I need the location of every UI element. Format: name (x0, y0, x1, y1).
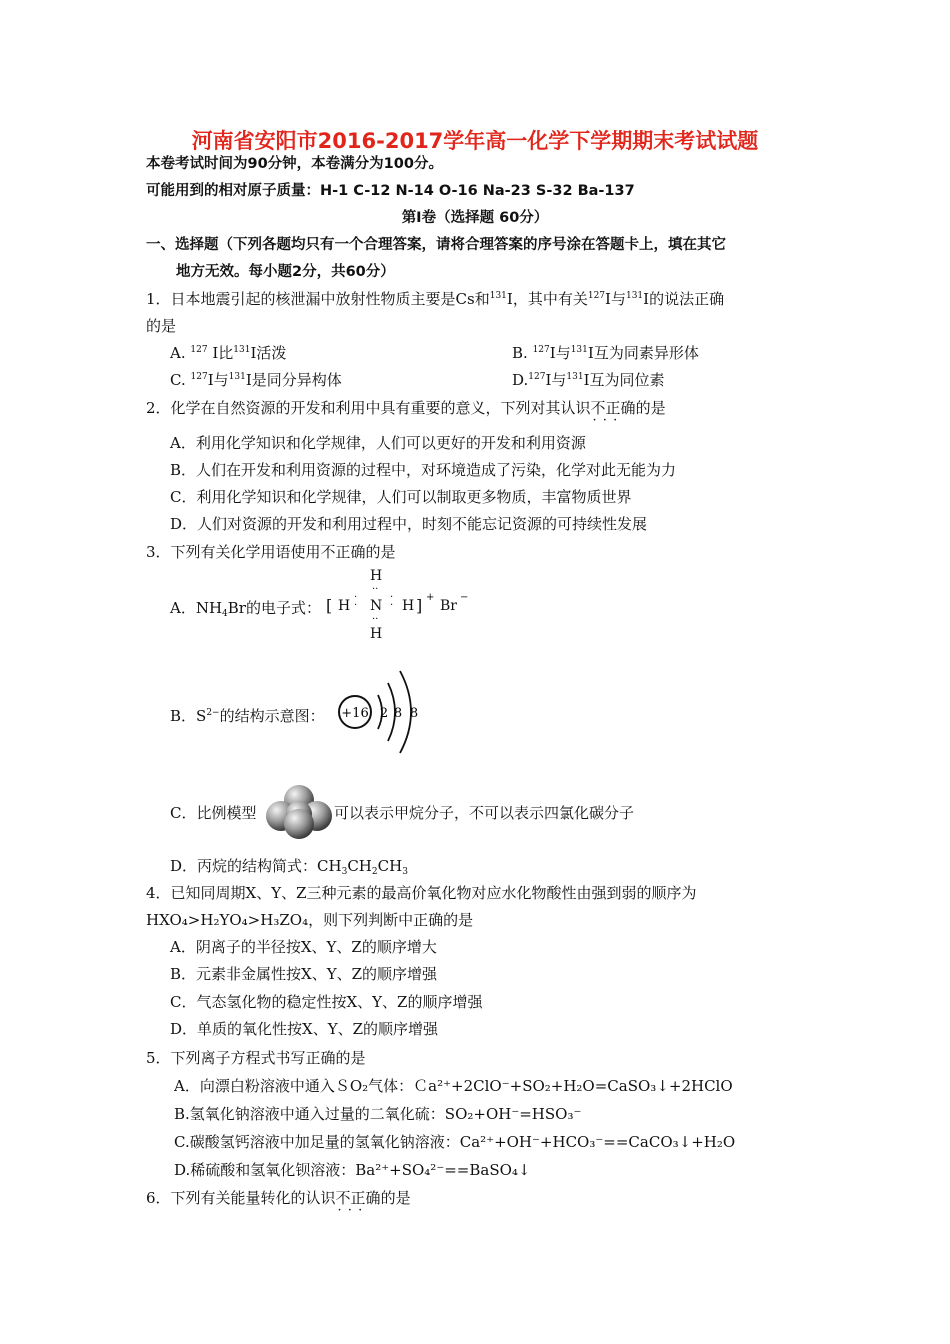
q5-stem: 5．下列离子方程式书写正确的是 (146, 1049, 366, 1067)
q4-option-a: A．阴离子的半径按X、Y、Z的顺序增大 (170, 938, 437, 956)
q3-stem: 3．下列有关化学用语使用不正确的是 (146, 543, 396, 561)
q4-option-c: C．气态氢化物的稳定性按X、Y、Z的顺序增强 (170, 993, 483, 1011)
page-title: 河南省安阳市2016-2017学年高一化学下学期期末考试试题 (191, 129, 759, 153)
sulfide-ion-structure-diagram (330, 655, 440, 765)
section1-instructions-line2: 地方无效。每小题2分，共60分） (176, 264, 395, 280)
q3-option-d: D．丙烷的结构简式：$CH_3CH_2CH_3$ (170, 857, 408, 877)
section1-instructions-line1: 一、选择题（下列各题均只有一个合理答案，请将合理答案的序号涂在答题卡上，填在其它 (146, 237, 726, 253)
formula-h-left: H (338, 598, 351, 614)
q4-option-b: B．元素非金属性按X、Y、Z的顺序增强 (170, 965, 438, 983)
formula-n: N (370, 598, 383, 614)
shell1-electrons: 2 (379, 706, 389, 721)
formula-br: Br (440, 598, 457, 614)
space-filling-model-image (264, 783, 334, 839)
formula-dots-left: · · (354, 592, 358, 611)
q5-option-b: B.氢氧化钠溶液中通入过量的二氧化硫：SO₂+OH⁻=HSO₃⁻ (174, 1105, 582, 1123)
q1-option-c: C. $^{127}$I与$^{131}$I是同分异构体 (170, 371, 342, 389)
q5-option-c: C.碳酸氢钙溶液中加足量的氢氧化钠溶液：Ca²⁺+OH⁻+HCO₃⁻==CaCO₃↓+H₂O (174, 1133, 736, 1151)
formula-minus: − (460, 592, 469, 603)
shell3-electrons: 8 (409, 706, 419, 721)
part1-heading: 第Ⅰ卷（选择题 60分） (401, 210, 549, 226)
q5-option-d: D.稀硫酸和氢氧化钡溶液：Ba²⁺+SO₄²⁻==BaSO₄↓ (174, 1161, 531, 1179)
formula-left-bracket: [ (326, 596, 333, 615)
formula-dots-right: · · (390, 592, 394, 611)
formula-h-bottom: H (370, 626, 383, 642)
q2-option-c: C．利用化学知识和化学规律，人们可以制取更多物质，丰富物质世界 (170, 488, 632, 506)
q2-option-a: A．利用化学知识和化学规律，人们可以更好的开发和利用资源 (170, 434, 586, 452)
formula-dots-top: ·· (372, 584, 379, 595)
q3-option-b-label: B．$S^{2-}$的结构示意图： (170, 707, 325, 725)
emphasis-not-correct: 不正确 · · · (336, 1189, 381, 1207)
formula-h-right: H (402, 598, 415, 614)
q1-stem: 1．日本地震引起的核泄漏中放射性物质主要是Cs和$^{131}$I，其中有关$^{127}$I与$^{131}$I的说法正确 (146, 290, 725, 308)
q1-option-d: D.$^{127}$I与$^{131}$I互为同位素 (512, 371, 665, 389)
q2-stem: 2．化学在自然资源的开发和利用中具有重要的意义，下列对其认识不正确 · · ·的是 (146, 397, 666, 418)
q1-option-a: A. $^{127}$ I比$^{131}$I活泼 (170, 344, 287, 362)
nh4br-electron-formula (322, 568, 482, 644)
q4-stem: 4．已知同周期X、Y、Z三种元素的最高价氧化物对应水化物酸性由强到弱的顺序为 (146, 884, 697, 902)
exam-time-note: 本卷考试时间为90分钟，本卷满分为100分。 (146, 156, 443, 172)
q2-option-b: B．人们在开发和利用资源的过程中，对环境造成了污染，化学对此无能为力 (170, 461, 677, 479)
q1-stem-continued: 的是 (146, 317, 177, 335)
q2-option-d: D．人们对资源的开发和利用过程中，时刻不能忘记资源的可持续性发展 (170, 515, 648, 533)
q3-option-c-label: C．比例模型 (170, 804, 257, 822)
q3-option-c-text: 可以表示甲烷分子，不可以表示四氯化碳分子 (334, 804, 635, 822)
formula-plus: + (426, 592, 435, 603)
shell2-electrons: 8 (393, 706, 403, 721)
q4-option-d: D．单质的氧化性按X、Y、Z的顺序增强 (170, 1020, 439, 1038)
q1-option-b: B. $^{127}$I与$^{131}$I互为同素异形体 (512, 344, 699, 362)
nucleus-charge: +16 (341, 706, 369, 721)
formula-h-top: H (370, 568, 383, 584)
formula-dots-bottom: ·· (372, 614, 379, 625)
emphasis-not-correct: 不正确 · · · (591, 399, 636, 417)
atomic-mass-note: 可能用到的相对原子质量：H-1 C-12 N-14 O-16 Na-23 S-32 Ba-137 (146, 183, 635, 199)
q5-option-a: A．向漂白粉溶液中通入ＳO₂气体：Ｃa²⁺+2ClO⁻+SO₂+H₂O=CaSO₃↓+2HClO (174, 1077, 733, 1095)
q6-stem: 6．下列有关能量转化的认识不正确 · · ·的是 (146, 1187, 411, 1208)
q4-stem-continued: HXO₄>H₂YO₄>H₃ZO₄，则下列判断中正确的是 (146, 911, 474, 929)
formula-right-bracket: ] (416, 596, 423, 615)
q3-option-a-label: A．$NH_4Br$的电子式： (170, 599, 321, 619)
